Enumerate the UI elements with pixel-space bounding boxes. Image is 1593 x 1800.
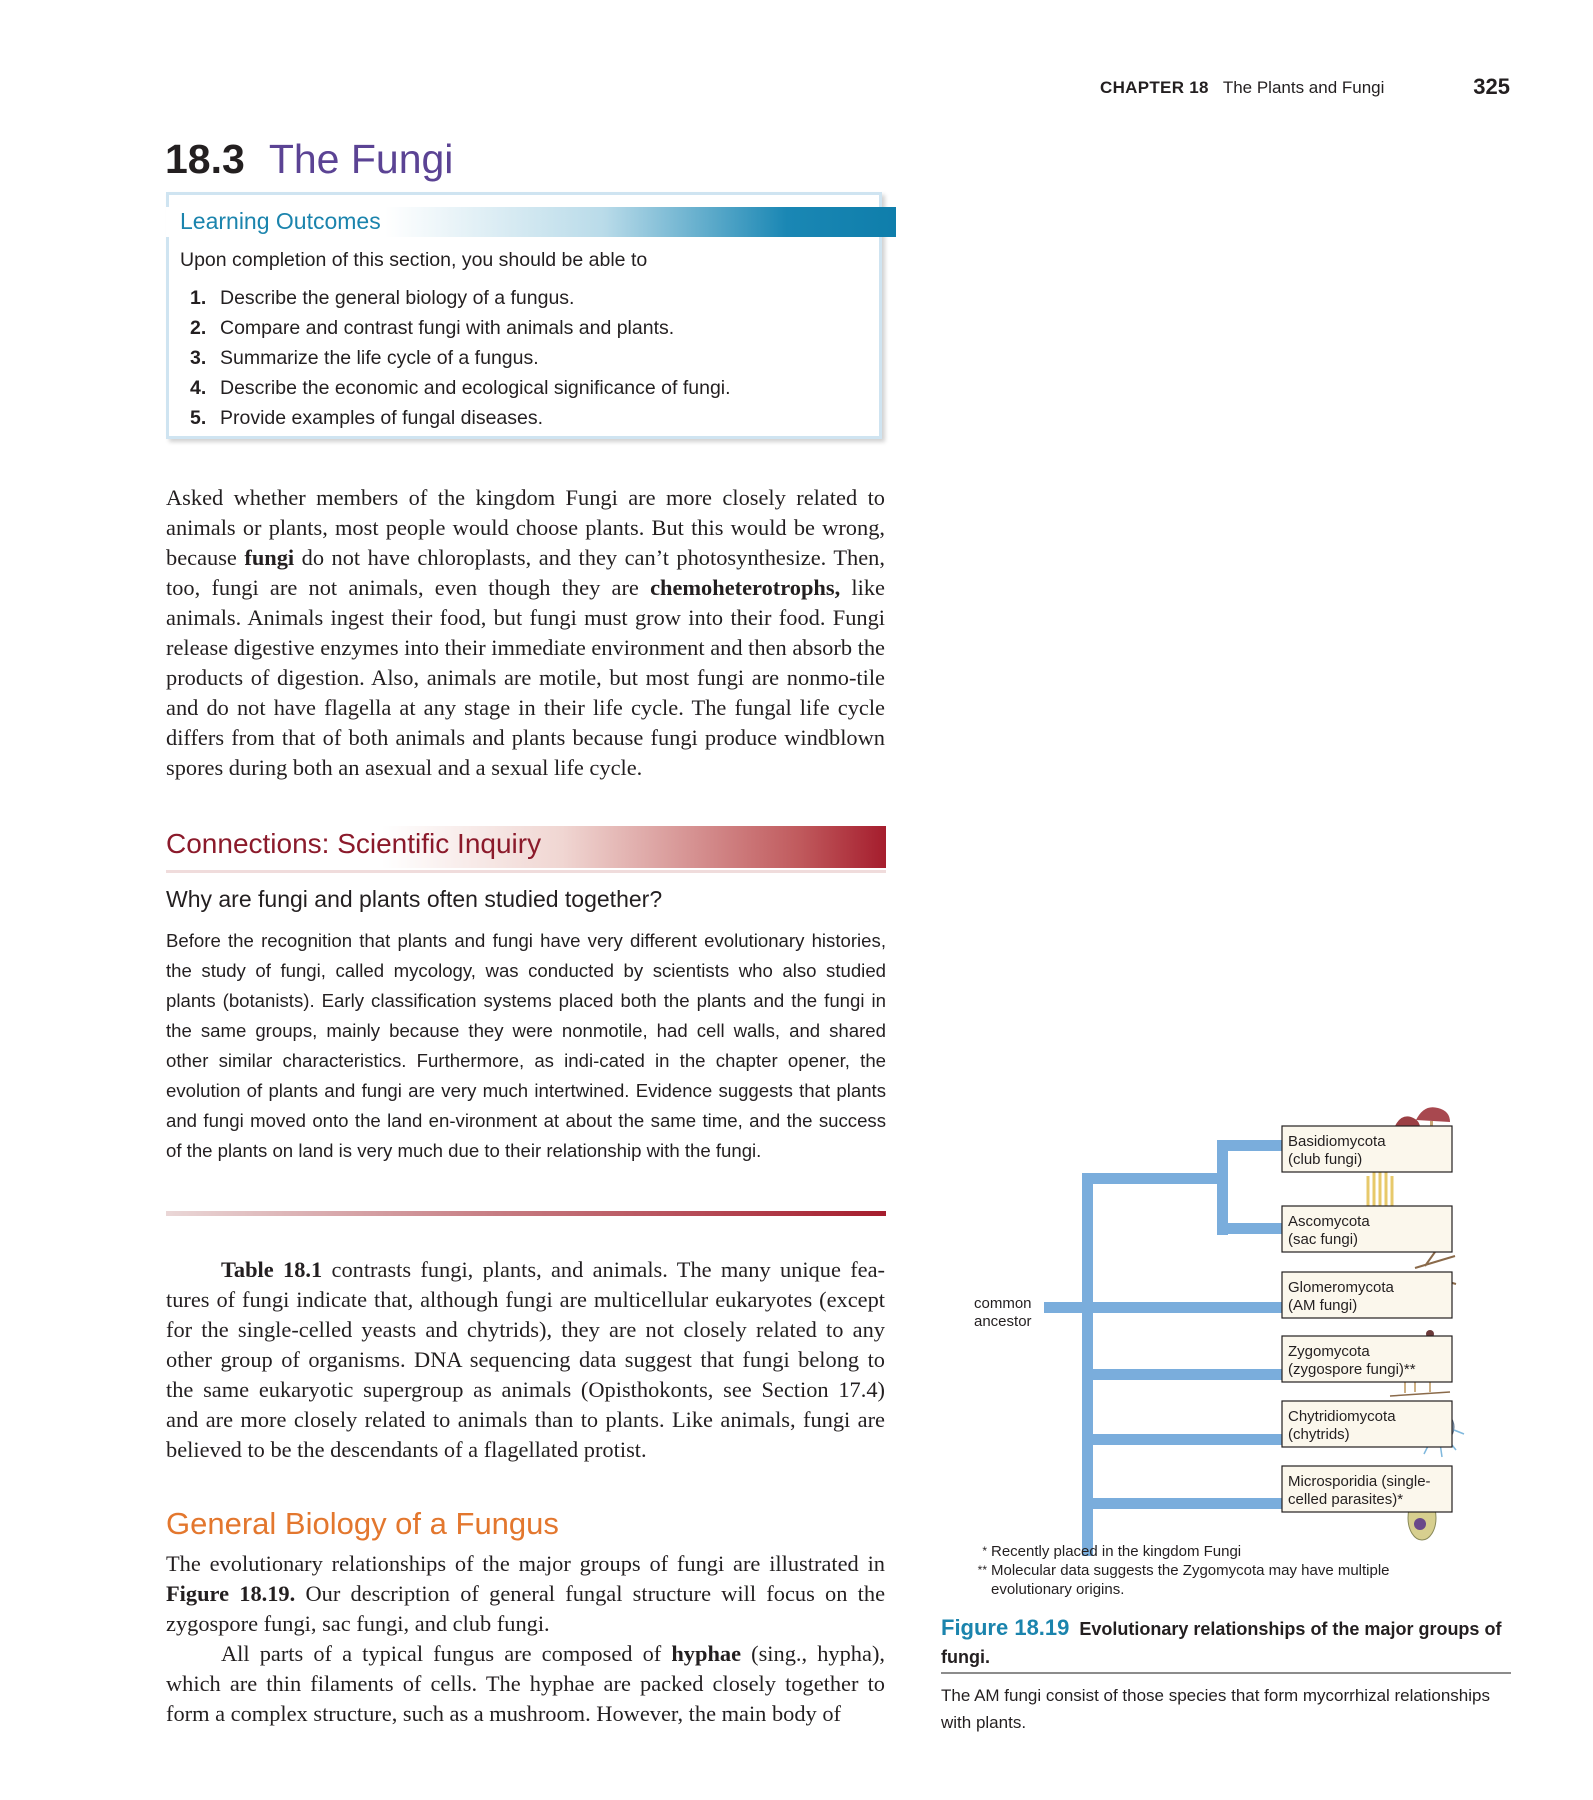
learning-outcomes-title: Learning Outcomes xyxy=(180,208,381,234)
taxon-common-name: (club fungi) xyxy=(1288,1151,1363,1168)
taxon-name: Chytridiomycota xyxy=(1288,1408,1396,1425)
taxon-name: Glomeromycota xyxy=(1288,1279,1394,1296)
text-run: All parts of a typical fungus are composed of xyxy=(221,1641,672,1666)
general-biology-heading: General Biology of a Fungus xyxy=(166,1506,559,1541)
list-item xyxy=(190,283,731,313)
taxon-label xyxy=(1282,1206,1452,1252)
tree-branch xyxy=(1082,1302,1282,1313)
section-name: The Fungi xyxy=(268,136,454,182)
section-title xyxy=(165,136,453,183)
table-reference: Table 18.1 xyxy=(221,1257,323,1282)
phylogenetic-tree-figure xyxy=(960,1096,1520,1556)
item-text: Describe the general biology of a fungus. xyxy=(220,287,575,309)
taxon-label xyxy=(1282,1272,1452,1318)
general-biology-text xyxy=(166,1549,885,1729)
item-text: Describe the economic and ecological significance of fungi. xyxy=(220,377,731,399)
text-run: do not have chloroplasts, and they can’t photosynthesize. Then, too, fungi are not animals, even though they are xyxy=(166,545,885,600)
figure-reference: Figure 18.19. xyxy=(166,1581,296,1606)
taxon-common-name: (AM fungi) xyxy=(1288,1297,1358,1314)
tree-branch xyxy=(1082,1369,1282,1380)
figure-footnote xyxy=(973,1542,1241,1561)
taxon-label xyxy=(1282,1336,1452,1382)
chapter-label: CHAPTER 18 xyxy=(1100,78,1209,97)
footnote-text: Recently placed in the kingdom Fungi xyxy=(991,1543,1242,1560)
figure-label: Figure 18.19 xyxy=(941,1615,1070,1640)
chapter-title: The Plants and Fungi xyxy=(1222,78,1385,97)
connections-body: Before the recognition that plants and fungi have very different evolutionary histories, the study of fungi, called mycology, was conducted by scientists who also studied plants (botanists). Early classification systems placed both the plants and the fungi in the same groups, mainly because they were nonmotile, had cell walls, and shared other similar characteristics. Furthermore, as indi-cated in the chapter opener, the evolution of plants and fungi are very much intertwined. Evidence suggests that plants and fungi moved onto the land en-vironment at about the same time, and the success of the plants on land is very much due to their relationship with the fungi. xyxy=(166,930,886,1161)
text-run: Our description of general fungal structure will focus on the zygospore fungi, sac fungi, and club fungi. xyxy=(166,1581,886,1636)
taxon-common-name: (sac fungi) xyxy=(1288,1231,1359,1248)
footnote-text: Molecular data suggests the Zygomycota may have multiple evolutionary origins. xyxy=(991,1562,1390,1598)
text-run: like animals. Animals ingest their food, but fungi must grow into their food. Fungi release digestive enzymes into their immediate environment and then absorb the products of digestion. Also, animals are motile, but most fungi are nonmo-tile and do not have flagella at any stage in their life cycle. The fungal life cycle differs from that of both animals and plants because fungi produce windblown spores during both an asexual and a sexual life cycle. xyxy=(166,575,885,780)
figure-title: Evolutionary relationships of the major groups of fungi. xyxy=(941,1619,1502,1667)
item-text: Summarize the life cycle of a fungus. xyxy=(220,347,539,369)
item-number: 5. xyxy=(190,407,207,429)
item-number: 2. xyxy=(190,317,207,339)
taxon-common-name: (chytrids) xyxy=(1288,1426,1350,1443)
connections-rule xyxy=(166,870,886,873)
list-item xyxy=(190,403,731,433)
tree-root-branch xyxy=(1044,1302,1084,1313)
ancestor-line: ancestor xyxy=(974,1313,1032,1330)
section-number: 18.3 xyxy=(165,136,245,182)
svg-text:Ascomycota(sac fungi) xyxy=(1288,1213,1370,1248)
figure-caption xyxy=(941,1614,1511,1671)
connections-title: Connections: Scientific Inquiry xyxy=(166,828,542,859)
taxon-common-name: celled parasites)* xyxy=(1288,1491,1404,1508)
paragraph xyxy=(166,1639,885,1729)
taxon-name: Ascomycota xyxy=(1288,1213,1370,1230)
running-header xyxy=(1100,74,1510,108)
list-item xyxy=(190,373,731,403)
tree-branch xyxy=(1217,1223,1282,1234)
taxon-label xyxy=(1282,1401,1452,1447)
key-term: fungi xyxy=(244,545,295,570)
footnote-mark: ** xyxy=(977,1563,987,1577)
taxon-name: Zygomycota xyxy=(1288,1343,1370,1360)
tree-branch xyxy=(1082,1498,1282,1509)
learning-outcomes-list xyxy=(190,283,731,433)
item-number: 3. xyxy=(190,347,207,369)
list-item xyxy=(190,343,731,373)
text-run: (sing., hypha), which are thin filaments of cells. The hyphae are packed closely together to form a complex structure, such as a mushroom. However, the main body of xyxy=(166,1641,885,1726)
ancestor-line: common xyxy=(974,1295,1032,1312)
text-run: contrasts fungi, plants, and animals. The many unique fea-tures of fungi indicate that, although fungi are multicellular eukaryotes (except for the single-celled yeasts and chytrids), they are not closely related to any other group of organisms. DNA sequencing data suggest that fungi belong to the same eukaryotic supergroup as animals (Opisthokonts, see Section 17.4) and are more closely related to animals than to plants. Like animals, fungi are believed to be the descendants of a flagellated protist. xyxy=(166,1257,885,1462)
taxon-label xyxy=(1282,1126,1452,1172)
tree-branch xyxy=(1082,1434,1282,1445)
list-item xyxy=(190,313,731,343)
figure-description: The AM fungi consist of those species that form mycorrhizal relationships with plants. xyxy=(941,1686,1490,1732)
page-number: 325 xyxy=(1473,74,1510,99)
table-paragraph xyxy=(166,1255,885,1465)
item-number: 1. xyxy=(190,287,207,309)
item-text: Compare and contrast fungi with animals and plants. xyxy=(220,317,675,339)
tree-branch xyxy=(1217,1140,1282,1151)
item-text: Provide examples of fungal diseases. xyxy=(220,407,544,429)
taxon-name: Microsporidia (single- xyxy=(1288,1473,1431,1490)
footnote-mark: * xyxy=(982,1544,987,1558)
paragraph xyxy=(166,1549,885,1639)
learning-outcomes-intro: Upon completion of this section, you should be able to xyxy=(180,249,648,271)
tree-branch xyxy=(1082,1173,1228,1184)
ancestor-label xyxy=(974,1295,1032,1330)
taxon-label xyxy=(1282,1466,1452,1512)
connections-bottom-rule xyxy=(166,1211,886,1216)
text-run: Asked whether members of the kingdom Fungi are more closely related to animals or plants, most people would choose plants. But this would be wrong, because xyxy=(166,485,885,570)
text-run: The evolutionary relationships of the major groups of fungi are illustrated in xyxy=(166,1551,885,1576)
taxon-common-name: (zygospore fungi)** xyxy=(1288,1361,1416,1378)
key-term: hyphae xyxy=(671,1641,742,1666)
item-number: 4. xyxy=(190,377,207,399)
intro-paragraph xyxy=(166,483,885,783)
tree-branch xyxy=(1217,1140,1228,1235)
caption-rule xyxy=(941,1672,1511,1674)
taxon-name: Basidiomycota xyxy=(1288,1133,1386,1150)
key-term: chemoheterotrophs, xyxy=(650,575,841,600)
figure-footnote xyxy=(973,1561,1443,1599)
connections-question: Why are fungi and plants often studied together? xyxy=(166,886,663,912)
